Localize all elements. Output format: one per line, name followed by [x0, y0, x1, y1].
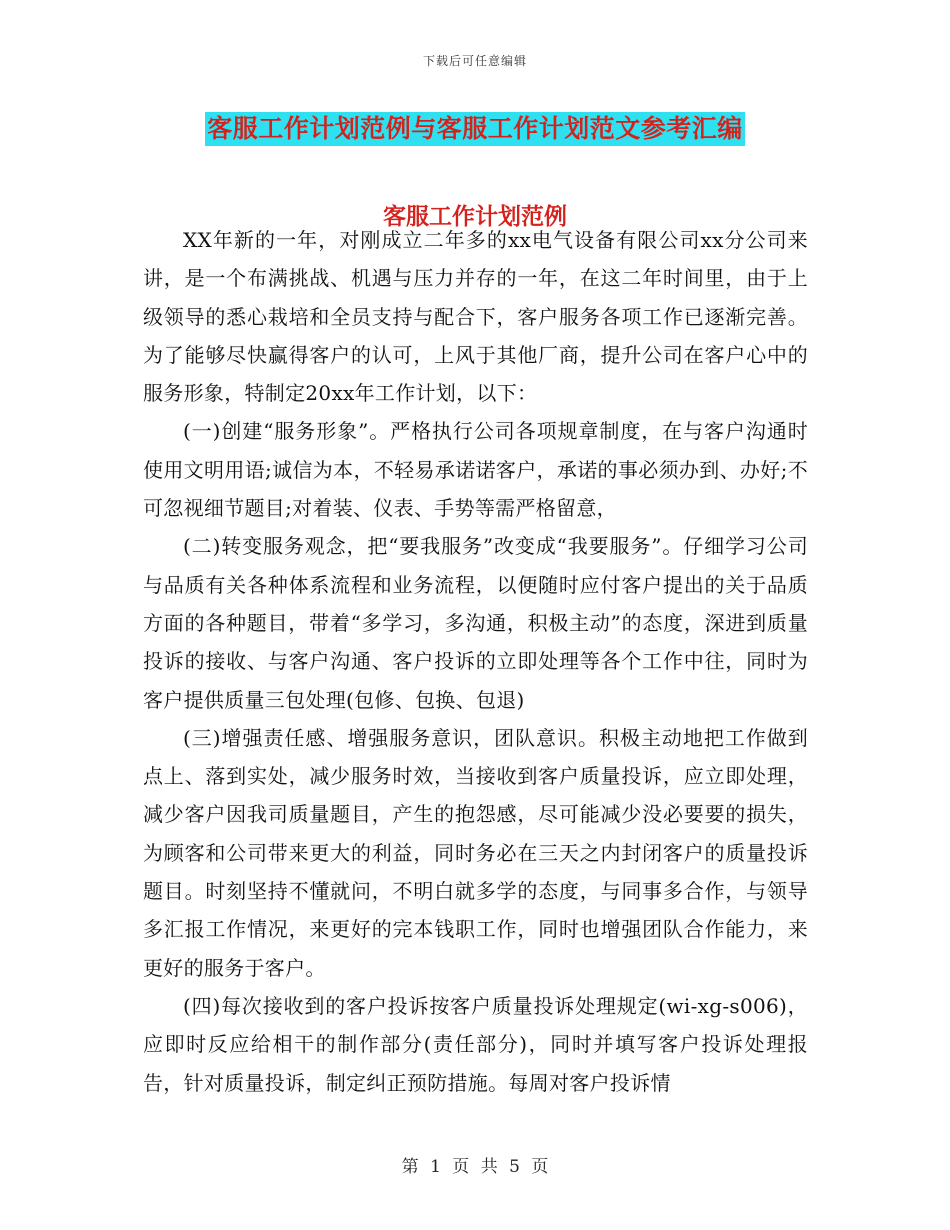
page-number-footer: 第 1 页 共 5 页	[401, 1157, 549, 1177]
paragraph-item-3: (三)增强责任感、增强服务意识，团队意识。积极主动地把工作做到点上、落到实处，减少服务时效，当接收到客户质量投诉，应立即处理，减少客户因我司质量题目，产生的抱怨感，尽可能减少没必要要的损失，为顾客和公司带来更大的利益，同时务必在三天之内封闭客户的质量投诉题目。时刻坚持不懂就问，不明白就多学的态度，与同事多合作，与领导多汇报工作情况，来更好的完本钱职工作，同时也增强团队合作能力，来更好的服务于客户。	[143, 725, 808, 980]
header-note: 下载后可任意编辑	[422, 54, 527, 68]
paragraph-intro: XX年新的一年，对刚成立二年多的xx电气设备有限公司xx分公司来讲，是一个布满挑战、机遇与压力并存的一年，在这二年时间里，由于上级领导的悉心栽培和全员支持与配合下，客户服务各项工作已逐渐完善。为了能够尽快赢得客户的认可，上风于其他厂商，提升公司在客户心中的服务形象，特制定20xx年工作计划，以下：	[143, 228, 808, 406]
body-text	[143, 221, 808, 1102]
paragraph-item-2: (二)转变服务观念，把“要我服务”改变成“我要服务”。仔细学习公司与品质有关各种体系流程和业务流程，以便随时应付客户提出的关于品质方面的各种题目，带着“多学习，多沟通，积极主动”的态度，深进到质量投诉的接收、与客户沟通、客户投诉的立即处理等各个工作中往，同时为客户提供质量三包处理(包修、包换、包退)	[143, 534, 808, 712]
main-title: 客服工作计划范例与客服工作计划范文参考汇编	[205, 112, 745, 146]
paragraph-item-4: (四)每次接收到的客户投诉按客户质量投诉处理规定(wi-xg-s006)，应即时反应给相干的制作部分(责任部分)，同时并填写客户投诉处理报告，针对质量投诉，制定纠正预防措施。每周对客户投诉情	[143, 993, 808, 1095]
paragraph-item-1: (一)创建“服务形象”。严格执行公司各项规章制度，在与客户沟通时使用文明用语;诚信为本，不轻易承诺诺客户，承诺的事必须办到、办好;不可忽视细节题目;对着装、仪表、手势等需严格留意，	[143, 419, 808, 521]
section-title: 客服工作计划范例	[383, 203, 567, 230]
main-title-container	[0, 112, 950, 146]
